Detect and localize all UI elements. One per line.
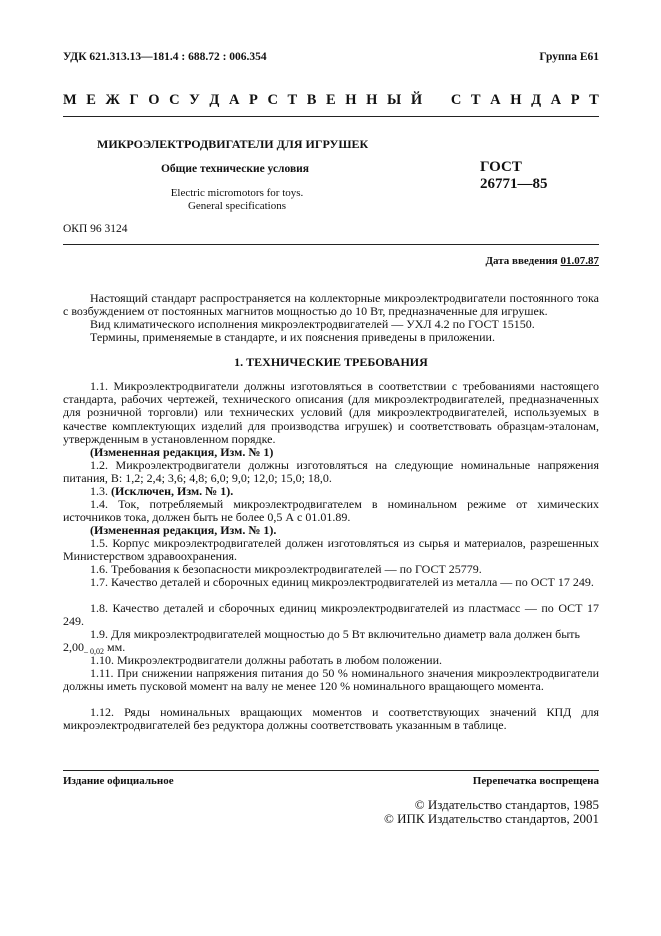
banner-letter: Н xyxy=(366,92,378,108)
banner-letter: В xyxy=(306,92,317,108)
banner-letter: Г xyxy=(129,92,139,108)
clause-1-2: 1.2. Микроэлектродвигатели должны изготовляться на следующие номинальные напряжения питания, В: 1,2; 2,4; 3,6; 4,8; 6,0; 9,0; 12,0; 15,0; 18,0. xyxy=(63,458,599,486)
banner-letter: Н xyxy=(510,92,522,108)
clause-1-8: 1.8. Качество деталей и сборочных единиц микроэлектродвигателей из пластмасс — по ОСТ 17 249. xyxy=(63,601,599,629)
english-title-line1: Electric micromotors for toys. xyxy=(170,187,304,199)
banner-letter: Т xyxy=(589,92,599,108)
banner-letter: Й xyxy=(410,92,423,108)
shaft-diameter: 2,00 xyxy=(63,640,84,654)
clause-1-6: 1.6. Требования к безопасности микроэлектродвигателей — по ГОСТ 25779. xyxy=(90,562,482,576)
banner-letter: Д xyxy=(531,92,542,108)
intro-paragraph-3: Термины, применяемые в стандарте, и их пояснения приведены в приложении. xyxy=(90,330,495,344)
clause-1-7: 1.7. Качество деталей и сборочных единиц микроэлектродвигателей из металла — по ОСТ 17 249. xyxy=(90,575,594,589)
banner-letter: Д xyxy=(209,92,220,108)
banner-letter: Р xyxy=(570,92,580,108)
banner-letter: Р xyxy=(249,92,258,108)
document-subtitle: Общие технические условия xyxy=(160,163,310,175)
intro-date-value: 01.07.87 xyxy=(560,255,599,267)
group-code: Группа Е61 xyxy=(539,51,599,63)
banner-letter: С xyxy=(267,92,278,108)
banner-letter: Е xyxy=(326,92,336,108)
banner-letter: Ж xyxy=(105,92,120,108)
copyright-2001: © ИПК Издательство стандартов, 2001 xyxy=(384,811,599,826)
banner-letter: А xyxy=(228,92,240,108)
shaft-tolerance: – 0,02 xyxy=(84,647,104,656)
banner-letter: Т xyxy=(470,92,481,108)
title-rule xyxy=(63,244,599,245)
footer-rule xyxy=(63,770,599,771)
clause-1-4: 1.4. Ток, потребляемый микроэлектродвигателем в номинальном режиме от химических источников тока, должен быть не более 0,5 А с 01.01.89. xyxy=(63,497,599,525)
banner-letter: С xyxy=(169,92,180,108)
banner-letter: А xyxy=(550,92,562,108)
gost-label: ГОСТ xyxy=(480,159,522,175)
banner-letter: Ы xyxy=(387,92,402,108)
banner-letter: Е xyxy=(86,92,96,108)
amendment-note: (Измененная редакция, Изм. № 1). xyxy=(90,523,277,537)
banner-letter: Т xyxy=(287,92,298,108)
introduction-date xyxy=(485,255,599,267)
amendment-note: (Измененная редакция, Изм. № 1) xyxy=(90,445,274,459)
banner-letter: У xyxy=(189,92,200,108)
clause-number: 1.3. xyxy=(90,484,108,498)
banner-rule xyxy=(63,116,599,117)
shaft-unit: мм. xyxy=(107,640,126,654)
banner-letter: М xyxy=(63,92,77,108)
clause-1-1: 1.1. Микроэлектродвигатели должны изготовляться в соответствии с требованиями настоящего стандарта, рабочих чертежей, технического описания (для микроэлектродвигателей, предназначенных для розничной торговли) или технических условий (для микроэлектродвигателей, используемых в качестве комплектующих изделий для производства игрушек) и соответствовать образцам-эталонам, утвержденным в установленном порядке. xyxy=(63,379,599,446)
reprint-prohibited: Перепечатка воспрещена xyxy=(472,775,599,787)
banner-letter: Н xyxy=(345,92,357,108)
intro-date-label: Дата введения xyxy=(485,255,558,267)
copyright-1985: © Издательство стандартов, 1985 xyxy=(414,797,599,812)
banner-letter: О xyxy=(148,92,160,108)
clause-1-12: 1.12. Ряды номинальных вращающих моментов и соответствующих значений КПД для микроэлектродвигателей без редуктора должны соответствовать указанным в таблице. xyxy=(63,705,599,733)
clause-1-11: 1.11. При снижении напряжения питания до 50 % номинального значения микроэлектродвигатели должны иметь пусковой момент на валу не менее 120 % номинального вращающего момента. xyxy=(63,666,599,694)
okp-code: ОКП 96 3124 xyxy=(63,223,128,235)
intro-paragraph-2: Вид климатического исполнения микроэлектродвигателей — УХЛ 4.2 по ГОСТ 15150. xyxy=(90,317,535,331)
official-edition: Издание официальное xyxy=(63,775,174,787)
clause-1-9: 1.9. Для микроэлектродвигателей мощностью до 5 Вт включительно диаметр вала должен быть xyxy=(90,627,581,641)
banner-letter: А xyxy=(490,92,501,108)
english-title-line2: General specifications xyxy=(187,200,287,212)
clause-excluded-note: (Исключен, Изм. № 1). xyxy=(111,484,234,498)
interstate-standard-banner xyxy=(63,92,599,110)
banner-letter: С xyxy=(450,92,462,108)
section-heading: 1. ТЕХНИЧЕСКИЕ ТРЕБОВАНИЯ xyxy=(234,355,428,369)
document-title: МИКРОЭЛЕКТРОДВИГАТЕЛИ ДЛЯ ИГРУШЕК xyxy=(97,137,369,151)
clause-1-10: 1.10. Микроэлектродвигатели должны работать в любом положении. xyxy=(90,653,443,667)
clause-1-5: 1.5. Корпус микроэлектродвигателей должен изготовляться из сырья и материалов, разрешенных Министерством здравоохранения. xyxy=(63,536,599,564)
intro-paragraph-1: Настоящий стандарт распространяется на коллекторные микроэлектродвигатели постоянного тока с возбуждением от постоянных магнитов мощностью до 10 Вт, предназначенные для игрушек. xyxy=(63,291,599,319)
udk-code: УДК 621.313.13—181.4 : 688.72 : 006.354 xyxy=(63,51,267,63)
gost-number: 26771—85 xyxy=(480,176,548,192)
